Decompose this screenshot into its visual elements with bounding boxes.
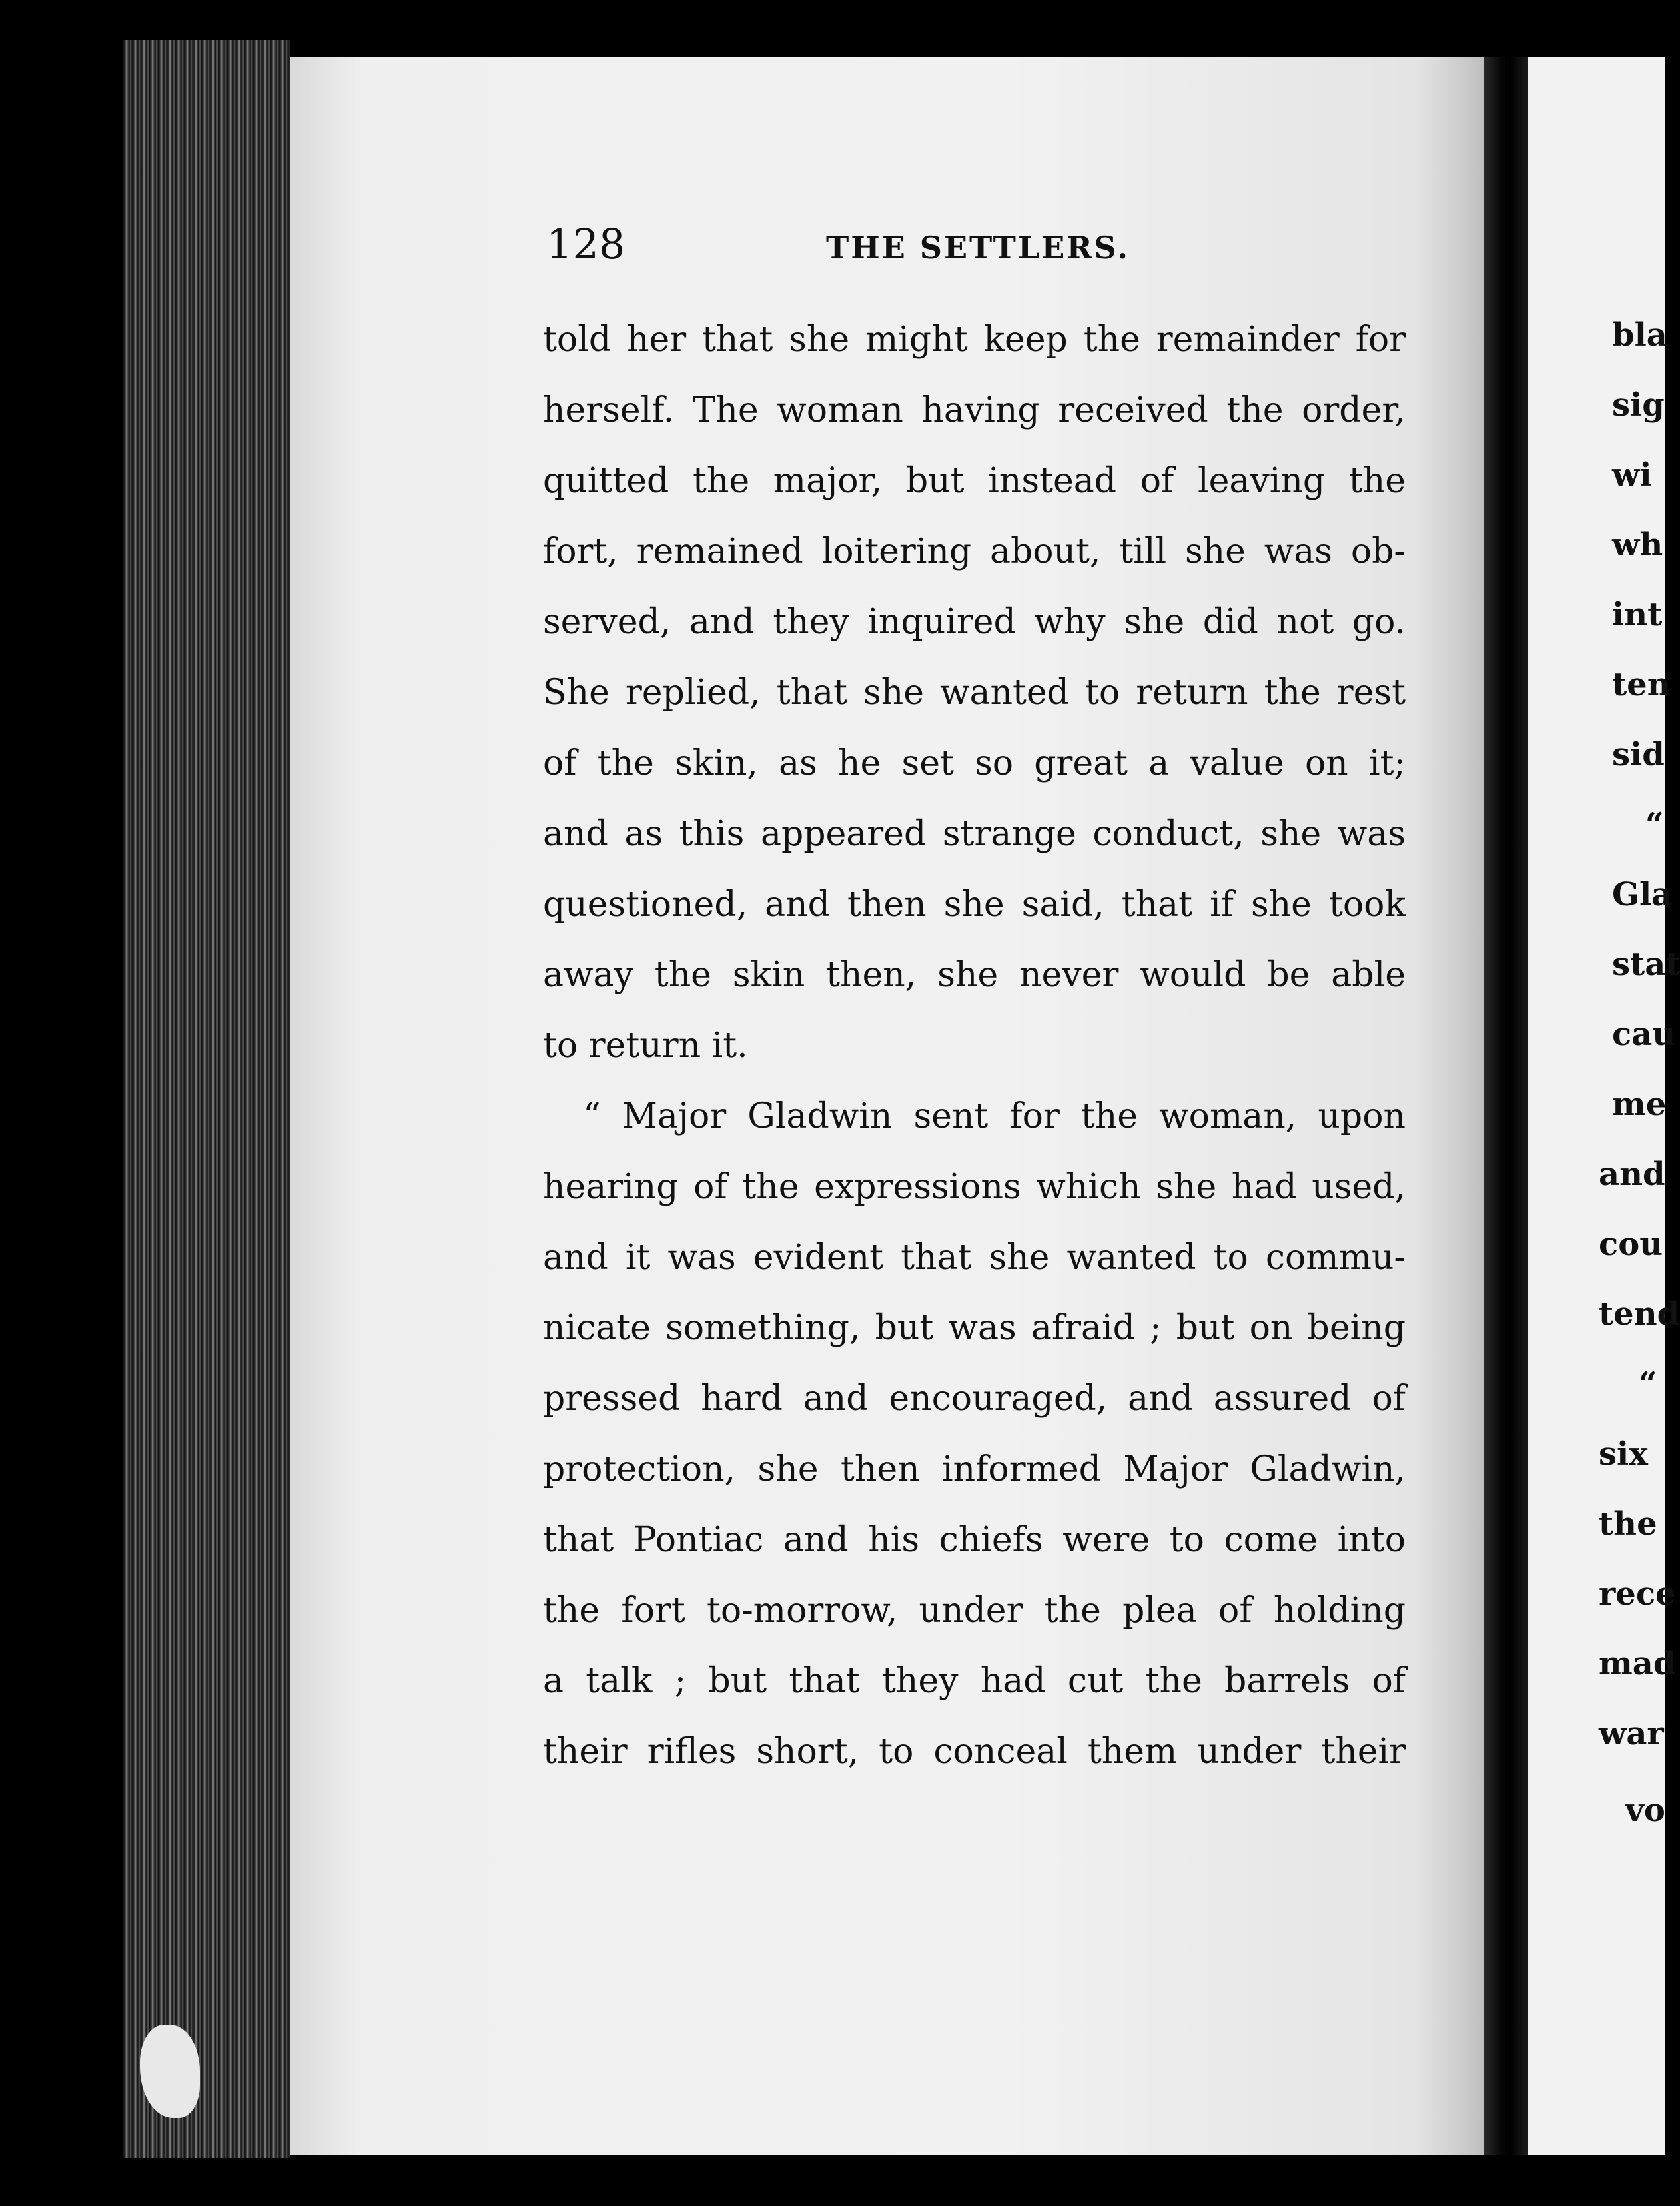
body-line: She replied, that she wanted to return the rest (543, 673, 1406, 713)
body-line: protection, she then informed Major Gladwin, (543, 1449, 1406, 1489)
book-gutter (1484, 57, 1528, 2155)
body-line: served, and they inquired why she did not go. (543, 602, 1406, 642)
right-page-fragment: “ (1645, 806, 1664, 843)
body-line: “ Major Gladwin sent for the woman, upon (583, 1096, 1406, 1136)
body-line: to return it. (543, 1026, 748, 1066)
body-line: told her that she might keep the remainder for (543, 320, 1406, 360)
page-number: 128 (546, 220, 626, 268)
right-page-fragment: tend (1599, 1295, 1680, 1333)
right-page-fragment: bla (1612, 316, 1667, 354)
body-line: and it was evident that she wanted to commu- (543, 1238, 1406, 1278)
right-page-fragment: me (1612, 1086, 1667, 1123)
body-line: fort, remained loitering about, till she was ob- (543, 532, 1406, 571)
right-page-fragment: stat (1612, 946, 1680, 983)
body-line: that Pontiac and his chiefs were to come into (543, 1520, 1406, 1560)
right-page-fragment: cou (1599, 1226, 1663, 1263)
body-line: questioned, and then she said, that if she took (543, 885, 1406, 924)
body-line: nicate something, but was afraid ; but on being (543, 1308, 1406, 1348)
body-line: pressed hard and encouraged, and assured of (543, 1379, 1406, 1419)
right-page-fragment: war (1599, 1715, 1664, 1752)
body-line: the fort to-morrow, under the plea of holding (543, 1591, 1406, 1631)
right-page-fragment: vo (1625, 1792, 1665, 1829)
right-page-fragment: wh (1612, 526, 1663, 563)
right-page-fragment: the (1599, 1505, 1657, 1543)
body-line: their rifles short, to conceal them under their (543, 1732, 1406, 1772)
right-page-fragment: “ (1639, 1365, 1657, 1403)
right-page-fragment: sig (1612, 386, 1665, 424)
running-head: THE SETTLERS. (826, 230, 1130, 266)
right-page-fragment: rece (1599, 1575, 1676, 1613)
right-page-fragment: and (1599, 1156, 1665, 1193)
body-line: and as this appeared strange conduct, she was (543, 814, 1406, 854)
body-line: away the skin then, she never would be able (543, 955, 1406, 995)
body-line: of the skin, as he set so great a value on it; (543, 743, 1406, 783)
right-page-fragment: sid (1612, 736, 1665, 773)
right-page-fragment: cau (1612, 1016, 1676, 1053)
right-page-fragment: ten (1612, 666, 1671, 703)
right-page-fragment: wi (1612, 456, 1652, 494)
body-line: quitted the major, but instead of leaving the (543, 461, 1406, 501)
right-page-fragment: six (1599, 1435, 1648, 1473)
body-line: herself. The woman having received the order, (543, 390, 1406, 430)
right-page-fragment: mad (1599, 1645, 1676, 1682)
right-page-fragment: Gla (1612, 876, 1673, 913)
body-line: a talk ; but that they had cut the barrels of (543, 1661, 1406, 1701)
page-edges (123, 40, 290, 2158)
right-page-fragment: int (1612, 596, 1663, 633)
body-line: hearing of the expressions which she had used, (543, 1167, 1406, 1207)
